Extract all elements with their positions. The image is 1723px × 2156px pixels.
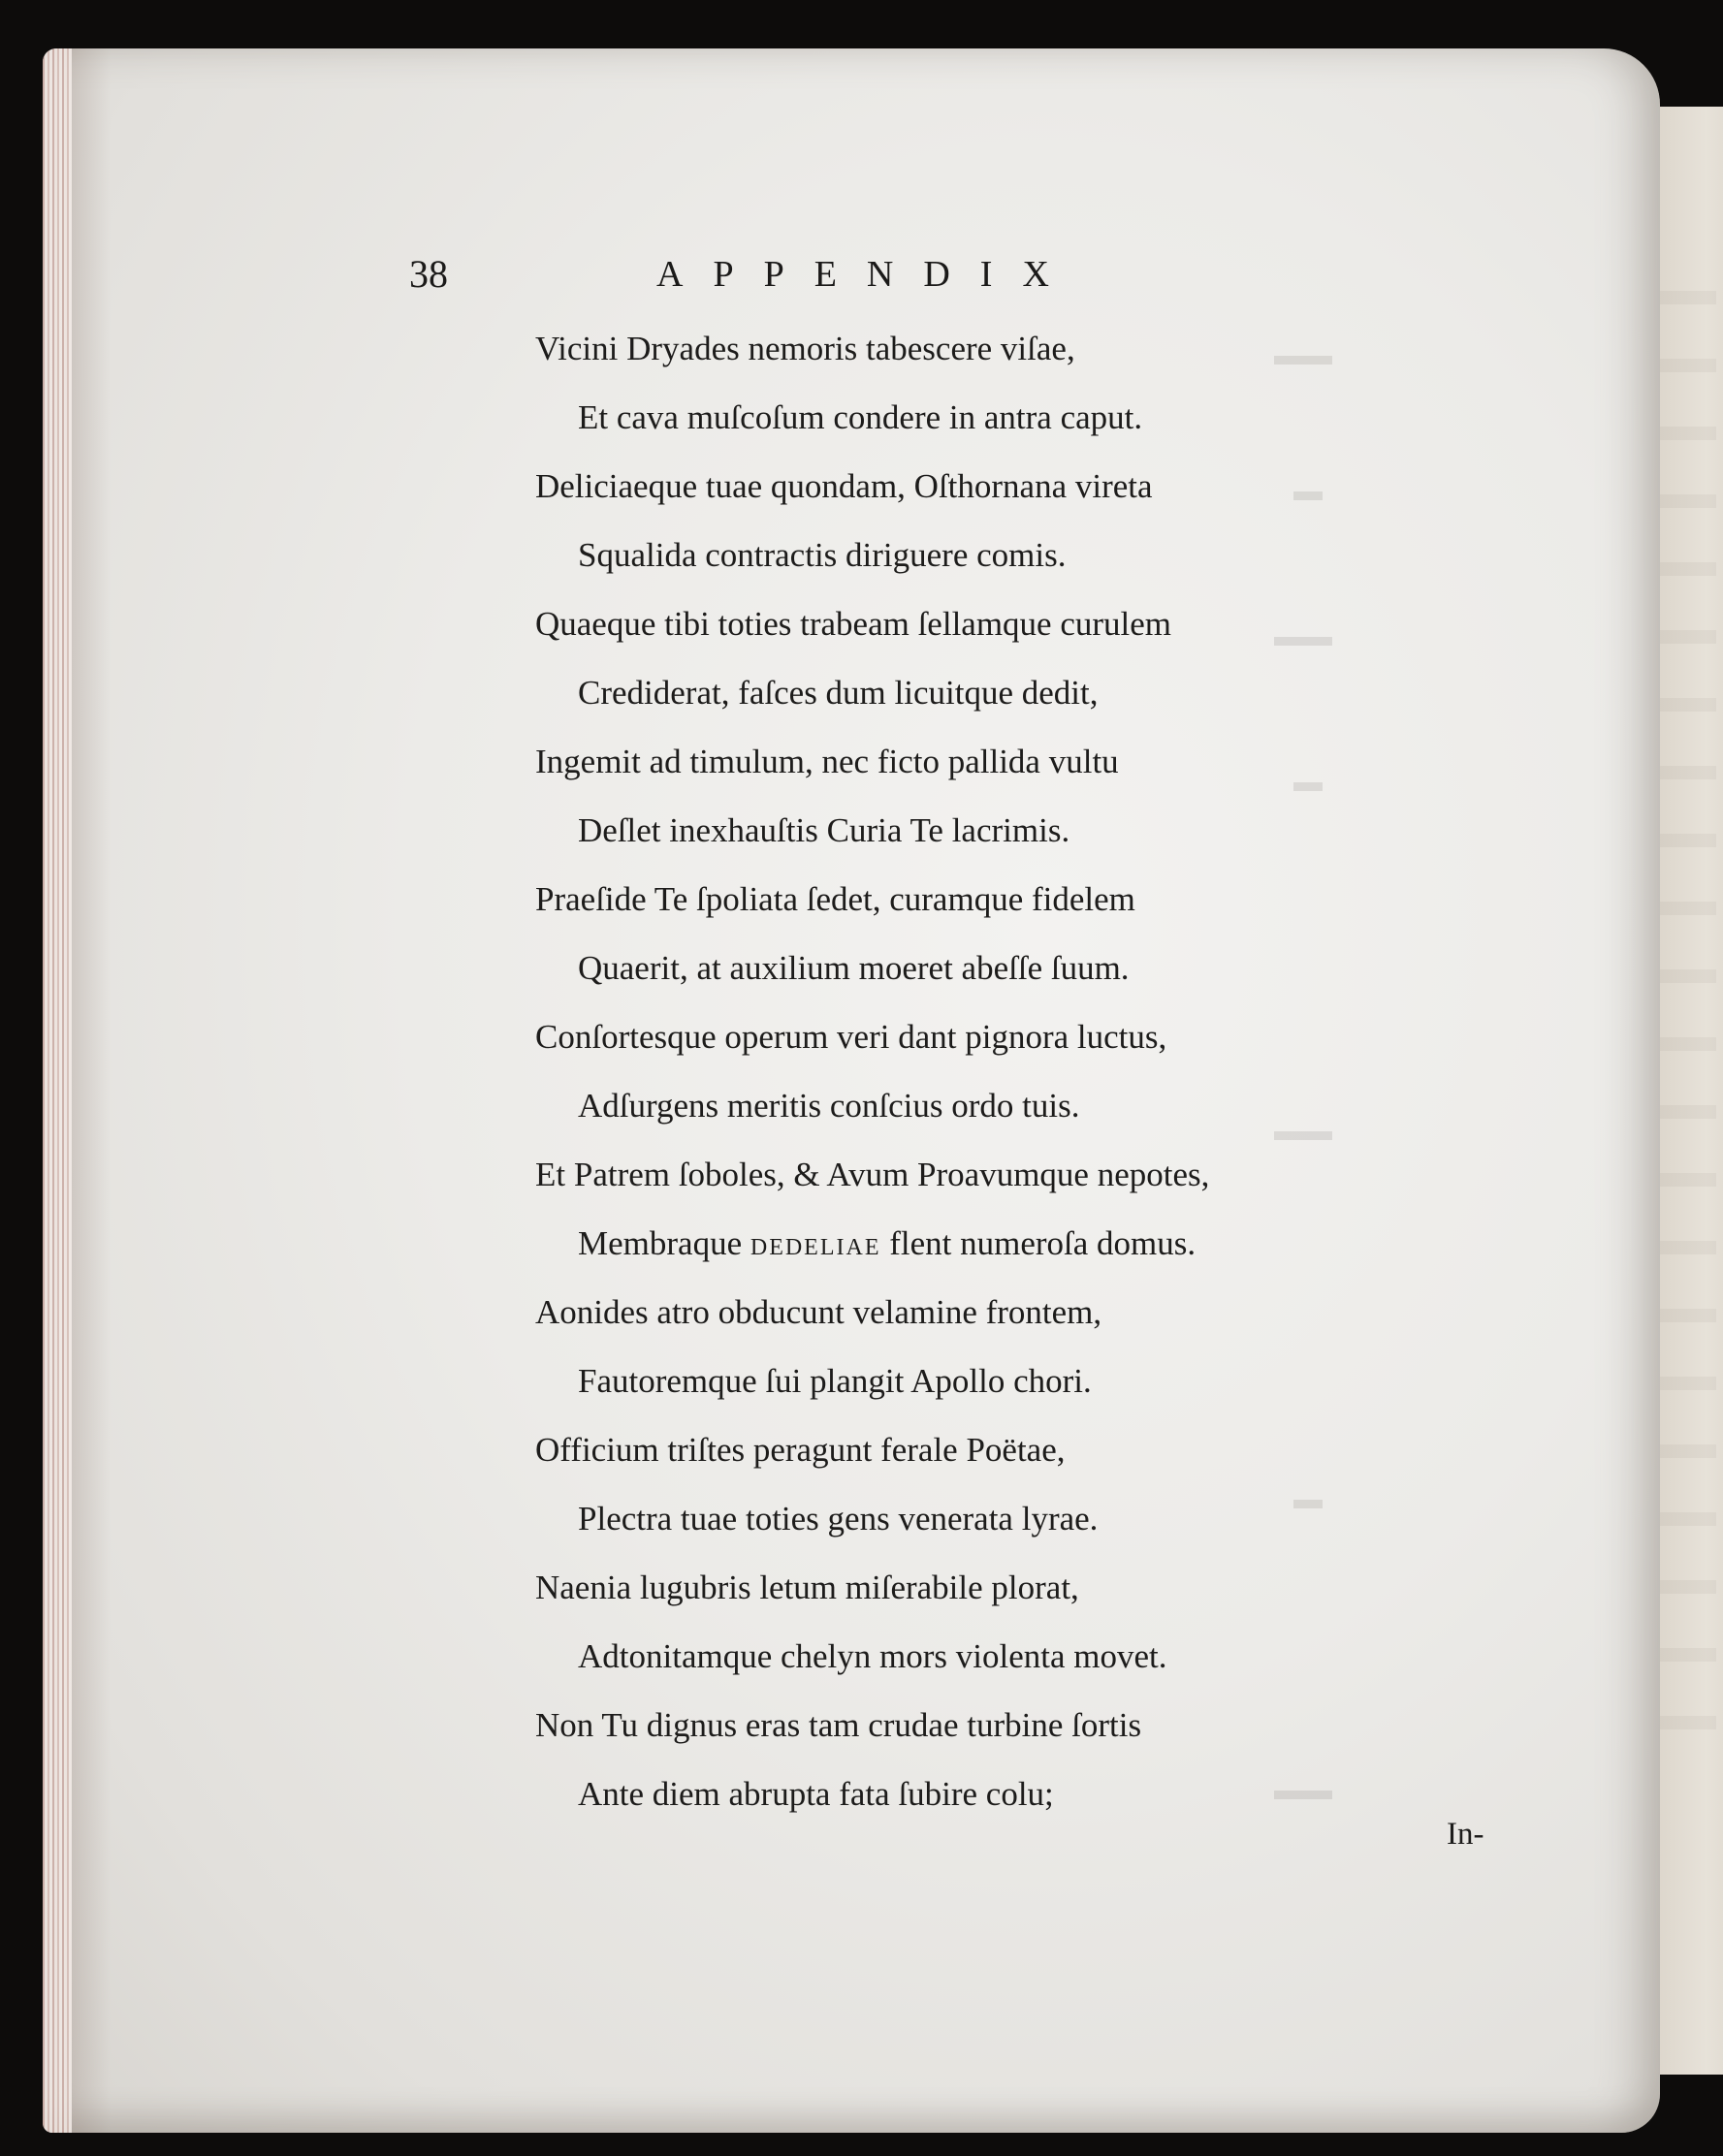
verse-text: Membraque [578, 1224, 750, 1262]
verse-line [535, 1357, 1505, 1426]
verse-line [535, 600, 1505, 669]
verse-text: Naenia lugubris letum miſerabile plorat, [535, 1569, 1079, 1606]
verse-line [535, 1220, 1505, 1288]
verse-text: Crediderat, faſces dum licuitque dedit, [578, 674, 1099, 712]
verse-text: Et Patrem ſoboles, & Avum Proavumque nepotes, [535, 1156, 1210, 1193]
verse-line [535, 738, 1505, 807]
verse-line [535, 944, 1505, 1013]
verse-text: Squalida contractis diriguere comis. [578, 536, 1067, 574]
verse-line [535, 669, 1505, 738]
verse-text: Adſurgens meritis conſcius ordo tuis. [578, 1087, 1080, 1125]
show-through-mark: ▬▬ [1274, 1774, 1332, 1806]
gutter-shadow [72, 48, 111, 2133]
verse-text: Fautoremque ſui plangit Apollo chori. [578, 1362, 1092, 1400]
page-number: 38 [409, 252, 448, 296]
verse-line [535, 1151, 1505, 1220]
verse-line [535, 807, 1505, 875]
verse-line [535, 394, 1505, 462]
verse-line [535, 1495, 1505, 1564]
show-through-mark: ▬ [1293, 766, 1323, 798]
verse-text: Praeſide Te ſpoliata ſedet, curamque fidelem [535, 880, 1135, 918]
show-through-mark: ▬ [1293, 1483, 1323, 1515]
verse-text: Ante diem abrupta fata ſubire colu; [578, 1775, 1054, 1813]
show-through-mark: ▬▬ [1274, 620, 1332, 652]
verse-text: Deſlet inexhauſtis Curia Te lacrimis. [578, 811, 1070, 849]
verse-line [535, 875, 1505, 944]
verse-text: Quaerit, at auxilium moeret abeſſe ſuum. [578, 949, 1130, 987]
verse-text: Aonides atro obducunt velamine frontem, [535, 1293, 1102, 1331]
verse-text: Deliciaeque tuae quondam, Oſthornana vireta [535, 467, 1153, 505]
verse-line [535, 1633, 1505, 1701]
verse-text: Quaeque tibi toties trabeam ſellamque curulem [535, 605, 1172, 643]
verse-line [535, 325, 1505, 394]
verse-line [535, 1426, 1505, 1495]
verse-line [535, 531, 1505, 600]
verse-text: Non Tu dignus eras tam crudae turbine ſortis [535, 1706, 1142, 1744]
show-through-mark: ▬▬ [1274, 1115, 1332, 1147]
verse-block [535, 325, 1505, 1839]
catchword: In- [1447, 1817, 1484, 1852]
verse-line [535, 1770, 1505, 1839]
verse-line [535, 1288, 1505, 1357]
verse-text: Ingemit ad timulum, nec ficto pallida vultu [535, 743, 1119, 780]
verse-text: Adtonitamque chelyn mors violenta movet. [578, 1637, 1167, 1675]
show-through-mark: ▬ [1293, 475, 1323, 507]
verse-text: Conſortesque operum veri dant pignora luctus, [535, 1018, 1167, 1056]
running-title: APPENDIX [656, 254, 1079, 295]
verse-text: Et cava muſcoſum condere in antra caput. [578, 398, 1143, 436]
verse-line [535, 1564, 1505, 1633]
verse-line [535, 462, 1505, 531]
verse-line [535, 1082, 1505, 1151]
verse-line [535, 1013, 1505, 1082]
small-caps-name: DEDELIAE [750, 1235, 881, 1260]
verse-text: Officium triſtes peragunt ferale Poëtae, [535, 1431, 1066, 1469]
verse-line [535, 1701, 1505, 1770]
verse-text: Vicini Dryades nemoris tabescere viſae, [535, 330, 1075, 367]
verse-text: flent numeroſa domus. [880, 1224, 1197, 1262]
page-gutter [43, 48, 72, 2133]
page-header [409, 250, 1330, 299]
show-through-mark: ▬▬ [1274, 339, 1332, 371]
verse-text: Plectra tuae toties gens venerata lyrae. [578, 1500, 1099, 1538]
